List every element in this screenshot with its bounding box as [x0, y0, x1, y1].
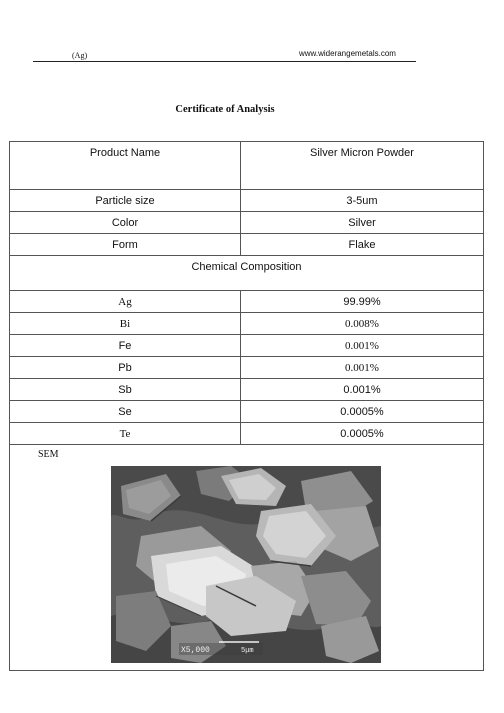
element-value: 0.008%: [241, 313, 484, 335]
color-label: Color: [10, 212, 241, 234]
element-name: Pb: [10, 357, 241, 379]
element-name: Bi: [10, 313, 241, 335]
form-value: Flake: [241, 234, 484, 256]
element-name: Fe: [10, 335, 241, 357]
header-left-text: (Ag): [72, 51, 88, 60]
element-name: Se: [10, 401, 241, 423]
element-value: 0.0005%: [241, 401, 484, 423]
sem-cell: [10, 445, 484, 671]
composition-heading: Chemical Composition: [10, 256, 484, 291]
element-value: 0.001%: [241, 379, 484, 401]
sem-scale-label: 5μm: [241, 647, 254, 655]
composition-row: [10, 423, 484, 445]
particle-size-row: [10, 190, 484, 212]
element-value: 0.0005%: [241, 423, 484, 445]
composition-heading-row: [10, 256, 484, 291]
composition-row: [10, 313, 484, 335]
composition-row: [10, 379, 484, 401]
element-name: Sb: [10, 379, 241, 401]
sem-row: [10, 445, 484, 671]
product-name-row: [10, 142, 484, 190]
element-value: 0.001%: [241, 357, 484, 379]
product-name-label: Product Name: [10, 142, 241, 190]
document-title: Certificate of Analysis: [175, 104, 275, 115]
header-website: www.widerangemetals.com: [299, 49, 396, 58]
composition-row: [10, 357, 484, 379]
element-value: 99.99%: [241, 291, 484, 313]
form-row: [10, 234, 484, 256]
composition-row: [10, 401, 484, 423]
composition-row: [10, 335, 484, 357]
composition-row: [10, 291, 484, 313]
color-row: [10, 212, 484, 234]
sem-magnification: X5,000: [181, 646, 210, 655]
color-value: Silver: [241, 212, 484, 234]
element-name: Ag: [10, 291, 241, 313]
form-label: Form: [10, 234, 241, 256]
sem-micrograph-image: [111, 466, 381, 663]
header-divider: [33, 61, 416, 62]
sem-label: SEM: [38, 449, 59, 460]
product-name-value: Silver Micron Powder: [241, 142, 484, 190]
analysis-table: [9, 141, 484, 671]
element-name: Te: [10, 423, 241, 445]
element-value: 0.001%: [241, 335, 484, 357]
particle-size-value: 3-5um: [241, 190, 484, 212]
particle-size-label: Particle size: [10, 190, 241, 212]
